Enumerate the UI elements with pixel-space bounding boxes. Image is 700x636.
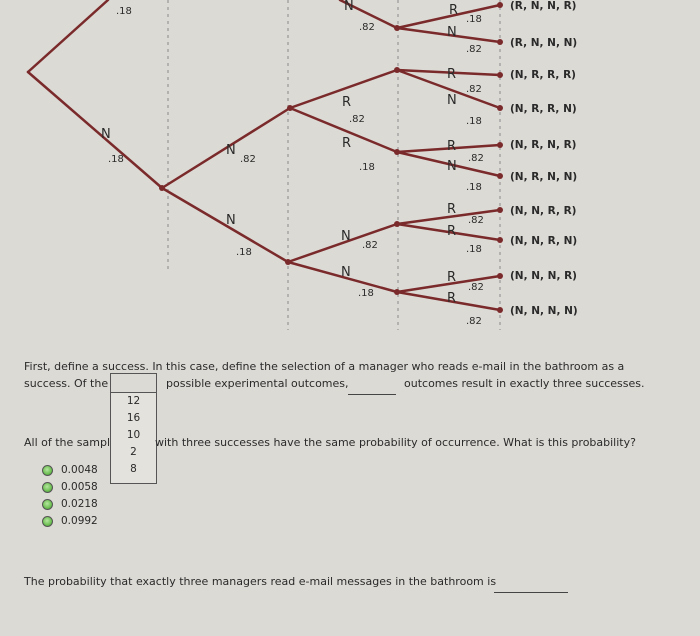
tree-branch bbox=[28, 0, 108, 72]
branch-label: N bbox=[101, 127, 111, 142]
tree-branch bbox=[28, 72, 162, 188]
outcome-label: (N, N, N, N) bbox=[510, 305, 578, 317]
branch-probability: .18 bbox=[466, 14, 482, 25]
branch-probability: .82 bbox=[466, 44, 482, 55]
branch-label: N bbox=[226, 213, 236, 228]
branch-label: R bbox=[447, 67, 457, 82]
outcomes-count-dropdown[interactable] bbox=[110, 373, 157, 393]
radio-button[interactable] bbox=[42, 465, 53, 476]
branch-label: N bbox=[344, 0, 354, 14]
choice-option[interactable]: 0.0048 bbox=[42, 463, 98, 477]
branch-label: N bbox=[447, 159, 457, 174]
outcome-label: (N, N, R, R) bbox=[510, 205, 577, 217]
outcome-label: (N, N, R, N) bbox=[510, 235, 578, 247]
question-line-3-end: with three successes have the same probability of occurrence. What is this probability? bbox=[155, 436, 636, 449]
outcome-label: (R, N, N, N) bbox=[510, 37, 578, 49]
outcome-label: (R, N, N, R) bbox=[510, 0, 577, 12]
dropdown-option[interactable]: 8 bbox=[130, 463, 137, 475]
branch-probability: .82 bbox=[359, 22, 375, 33]
branch-label: R bbox=[447, 270, 457, 285]
question-line-1: First, define a success. In this case, define the selection of a manager who reads e-mail in the bathroom as a bbox=[24, 360, 625, 373]
branch-probability: .82 bbox=[362, 240, 378, 251]
choice-option[interactable]: 0.0218 bbox=[42, 497, 98, 511]
branch-probability: .18 bbox=[359, 162, 375, 173]
branch-label: R bbox=[342, 136, 352, 151]
branch-label: N bbox=[341, 265, 351, 280]
branch-label: R bbox=[449, 3, 459, 18]
branch-probability: .82 bbox=[240, 154, 256, 165]
branch-probability: .18 bbox=[466, 116, 482, 127]
successes-answer-blank[interactable] bbox=[348, 381, 396, 395]
dropdown-option[interactable]: 10 bbox=[126, 429, 141, 441]
radio-button[interactable] bbox=[42, 482, 53, 493]
final-question-text: The probability that exactly three managers read e-mail messages in the bathroom is bbox=[24, 575, 497, 588]
branch-label: R bbox=[447, 291, 457, 306]
branch-probability: .82 bbox=[468, 282, 484, 293]
outcome-label: (N, R, R, R) bbox=[510, 69, 576, 81]
choice-option[interactable]: 0.0058 bbox=[42, 480, 98, 494]
branch-probability: .82 bbox=[349, 114, 365, 125]
branch-probability: .18 bbox=[358, 288, 374, 299]
branch-label: R bbox=[447, 224, 457, 239]
branch-label: N bbox=[341, 229, 351, 244]
branch-probability: .82 bbox=[468, 153, 484, 164]
dropdown-option[interactable]: 12 bbox=[126, 395, 141, 407]
branch-label: R bbox=[447, 139, 457, 154]
branch-label: N bbox=[226, 143, 236, 158]
branch-label: R bbox=[447, 202, 457, 217]
question-line-2-end: outcomes result in exactly three successes. bbox=[404, 377, 645, 390]
question-line-2-mid: possible experimental outcomes, bbox=[166, 377, 349, 390]
radio-button[interactable] bbox=[42, 516, 53, 527]
dropdown-option[interactable]: 16 bbox=[126, 412, 141, 424]
outcomes-count-options bbox=[110, 392, 157, 484]
outcome-label: (N, R, N, R) bbox=[510, 139, 577, 151]
dropdown-option[interactable]: 2 bbox=[130, 446, 137, 458]
tree-branch bbox=[162, 188, 288, 262]
branch-probability: .18 bbox=[108, 154, 124, 165]
branch-probability: .82 bbox=[466, 316, 482, 327]
radio-button[interactable] bbox=[42, 499, 53, 510]
outcome-label: (N, N, N, R) bbox=[510, 270, 577, 282]
branch-probability: .82 bbox=[466, 84, 482, 95]
question-line-3-start: All of the sampl bbox=[24, 436, 111, 449]
branch-label: R bbox=[342, 95, 352, 110]
outcome-label: (N, R, N, N) bbox=[510, 171, 578, 183]
outcome-label: (N, R, R, N) bbox=[510, 103, 577, 115]
branch-probability: .18 bbox=[116, 6, 132, 17]
branch-label: N bbox=[447, 93, 457, 108]
branch-label: N bbox=[447, 25, 457, 40]
probability-answer-blank[interactable] bbox=[494, 580, 568, 593]
branch-probability: .18 bbox=[236, 247, 252, 258]
branch-probability: .18 bbox=[466, 244, 482, 255]
question-line-2-start: success. Of the bbox=[24, 377, 109, 390]
branch-probability: .82 bbox=[468, 215, 484, 226]
choice-option[interactable]: 0.0992 bbox=[42, 514, 98, 528]
branch-probability: .18 bbox=[466, 182, 482, 193]
